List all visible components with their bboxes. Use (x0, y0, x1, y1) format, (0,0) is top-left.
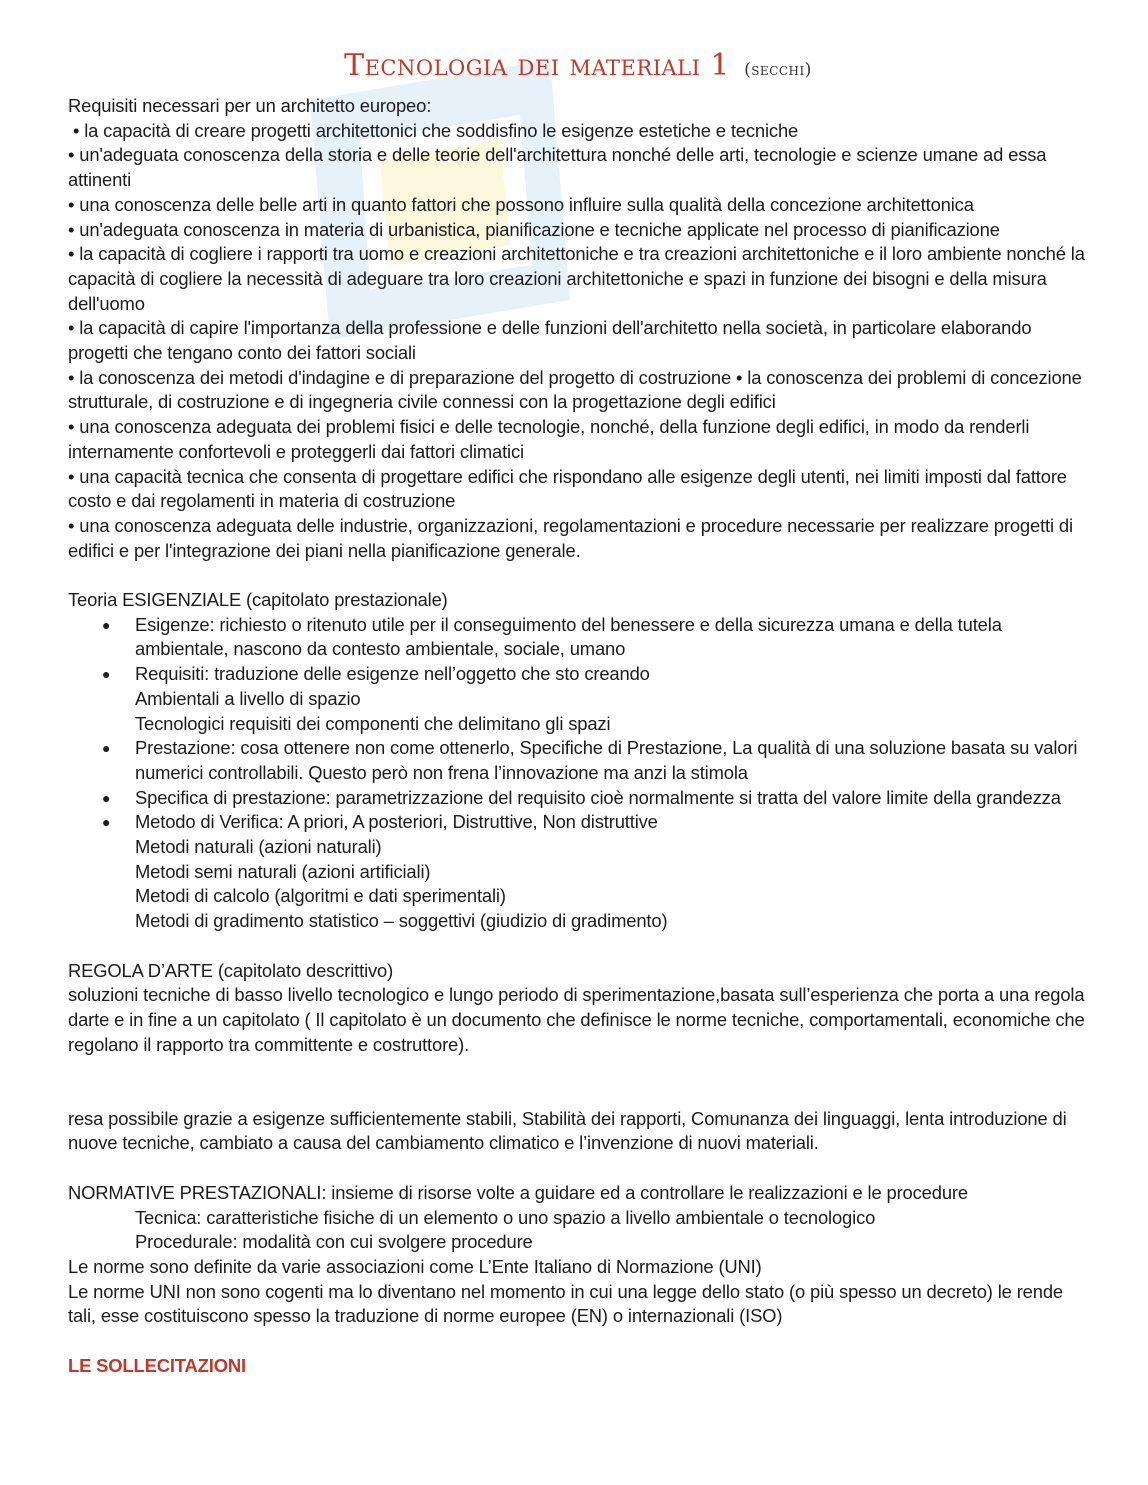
document-page (68, 46, 1088, 1378)
bullet-icon: ● (102, 666, 111, 683)
requisiti-item: • la capacità di creare progetti architettonici che soddisfino le esigenze estetiche e tecniche (68, 119, 799, 141)
list-item: ● Prestazione: cosa ottenere non come ottenerlo, Specifiche di Prestazione, La qualità di una soluzione basata su valori numerici controllabili. Questo però non frena l’innovazione ma anzi la stimola (102, 737, 1078, 783)
bullet-icon: ● (102, 616, 111, 633)
list-item: ● Specifica di prestazione: parametrizzazione del requisito cioè normalmente si tratta del valore limite della grandezza (68, 786, 1088, 811)
regola-body: soluzioni tecniche di basso livello tecnologico e lungo periodo di sperimentazione,basata sull’esperienza che porta a una regola darte e in fine a un capitolato ( Il capitolato è un documento che definisce le norme tecniche, comportamentali, economiche che regolano il rapporto tra committente e costruttore). (68, 984, 1085, 1055)
normative-line2: Le norme UNI non sono cogenti ma lo diventano nel momento in cui una legge dello stato (o più spesso un decreto) le rende tali, esse costituiscono spesso la traduzione di norme europee (EN) o internazionali (ISO) (68, 1280, 1063, 1327)
bullet-icon: ● (102, 814, 111, 831)
bullet-icon: ● (102, 740, 111, 757)
requisiti-item: • la conoscenza dei metodi d'indagine e di preparazione del progetto di costruzione • la conoscenza dei problemi di concezione strutturale, di costruzione e di ingegneria civile connessi con la progettazione degli edifici (68, 366, 1082, 413)
normative-tecnica: Tecnica: caratteristiche fisiche di un elemento o uno spazio a livello ambientale o tecnologico (135, 1206, 876, 1228)
title-subtitle: (secchi) (744, 60, 812, 80)
teoria-list (68, 613, 1088, 934)
regola-second: resa possibile grazie a esigenze sufficientemente stabili, Stabilità dei rapporti, Comunanza dei linguaggi, lenta introduzione di nuove tecniche, cambiato a causa del cambiamento climatico e l’invenzione di nuovi materiali. (68, 1107, 1067, 1154)
section-heading-sollecitazioni: LE SOLLECITAZIONI (68, 1354, 246, 1376)
page-title (68, 46, 1088, 90)
requisiti-item: • una conoscenza delle belle arti in quanto fattori che possono influire sulla qualità della concezione architettonica (68, 193, 974, 215)
requisiti-item: • la capacità di cogliere i rapporti tra uomo e creazioni architettoniche e tra creazioni architettoniche e il loro ambiente nonché la capacità di cogliere la necessità di adeguare tra loro creazioni architettoniche e spazi in funzione dei bisogni e della misura dell'uomo (68, 243, 1085, 314)
requisiti-item: • un'adeguata conoscenza in materia di urbanistica, pianificazione e tecniche applicate nel processo di pianificazione (68, 218, 1000, 240)
list-item: ● Esigenze: richiesto o ritenuto utile per il conseguimento del benessere e della sicurezza umana e della tutela ambientale, nascono da contesto ambientale, sociale, umano (102, 613, 1002, 660)
list-item: ● Metodo di Verifica: A priori, A posteriori, Distruttive, Non distruttive Metodi naturali (azioni naturali) Metodi semi naturali (azioni artificiali) Metodi di calcolo (algoritmi e dati sperimentali) Metodi di gradimento statistico – soggettivi (giudizio di gradimento) (102, 811, 668, 932)
requisiti-heading: Requisiti necessari per un architetto europeo: (68, 95, 432, 116)
list-item: ● Requisiti: traduzione delle esigenze nell’oggetto che sto creando Ambientali a livello di spazio Tecnologici requisiti dei componenti che delimitano gli spazi (102, 663, 650, 734)
requisiti-item: • la capacità di capire l'importanza della professione e delle funzioni dell'architetto nella società, in particolare elaborando progetti che tengano conto dei fattori sociali (68, 317, 1032, 364)
requisiti-list (68, 119, 1088, 564)
teoria-heading: Teoria ESIGENZIALE (capitolato prestazionale) (68, 589, 448, 611)
requisiti-item: • un'adeguata conoscenza della storia e delle teorie dell'architettura nonché delle arti, tecnologie e scienze umane ad essa attinenti (68, 144, 1047, 191)
requisiti-item: • una conoscenza adeguata delle industrie, organizzazioni, regolamentazioni e procedure necessarie per realizzare progetti di edifici e per l'integrazione dei piani nella pianificazione generale. (68, 514, 1073, 561)
regola-heading: REGOLA D’ARTE (capitolato descrittivo) (68, 959, 394, 981)
normative-procedurale: Procedurale: modalità con cui svolgere procedure (135, 1231, 533, 1253)
normative-heading: NORMATIVE PRESTAZIONALI: insieme di risorse volte a guidare ed a controllare le realizzazioni e le procedure (68, 1181, 968, 1203)
requisiti-item: • una capacità tecnica che consenta di progettare edifici che rispondano alle esigenze degli utenti, nei limiti imposti dal fattore costo e dai regolamenti in materia di costruzione (68, 465, 1067, 512)
bullet-icon: ● (102, 789, 111, 806)
requisiti-item: • una conoscenza adeguata dei problemi fisici e delle tecnologie, nonché, della funzione degli edifici, in modo da renderli internamente confortevoli e proteggerli dai fattori climatici (68, 416, 1030, 462)
title-main: Tecnologia dei materiali 1 (344, 48, 731, 83)
normative-line1: Le norme sono definite da varie associazioni come L’Ente Italiano di Normazione (UNI) (68, 1255, 762, 1277)
